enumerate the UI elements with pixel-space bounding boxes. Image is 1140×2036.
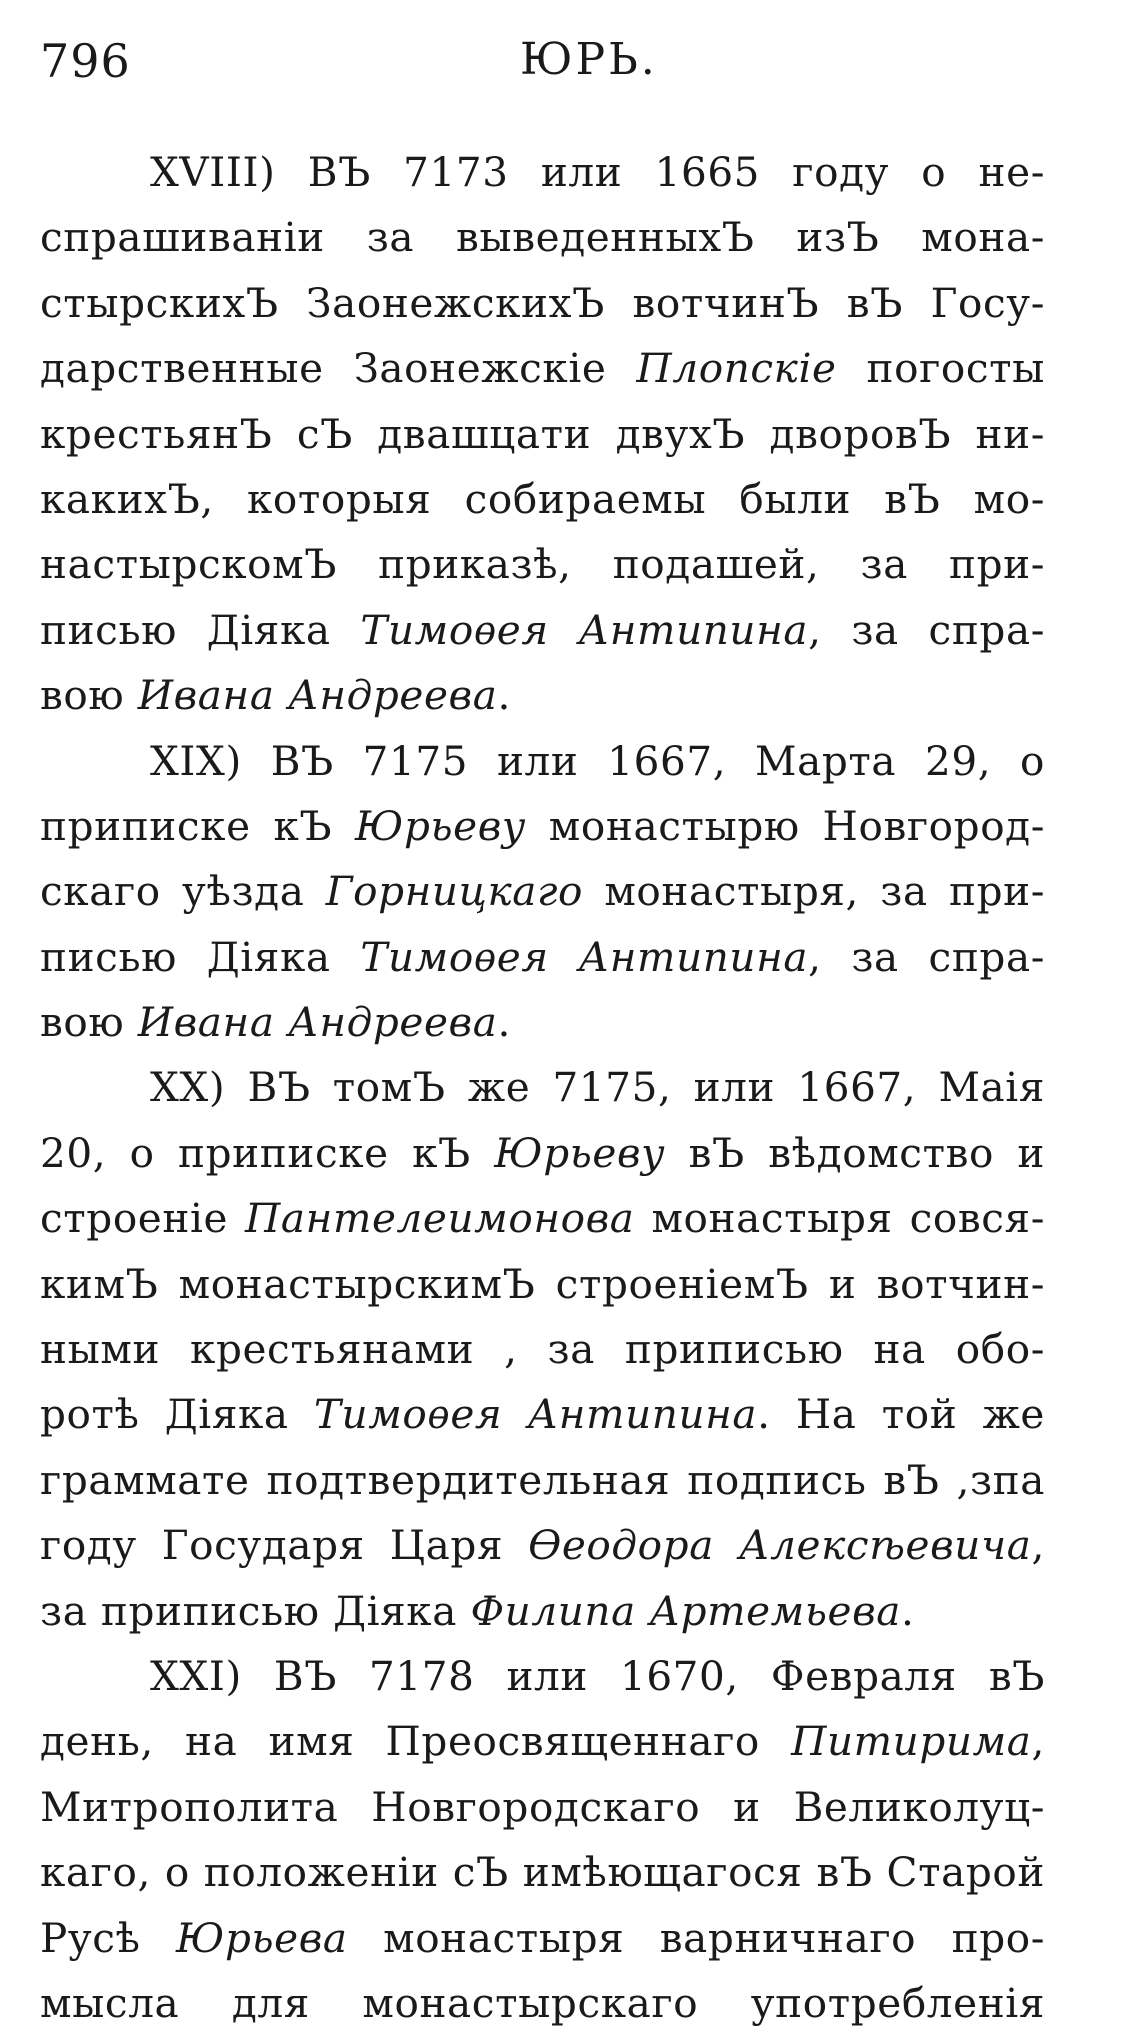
text-line <box>40 1055 1045 1120</box>
text-line <box>40 1840 1045 1905</box>
text-run: XIX) ВЪ 7175 или 1667, Марта 29, о <box>150 736 1045 785</box>
italic-name: Тимоѳея Антипина <box>313 1390 758 1439</box>
text-line <box>40 205 1045 270</box>
text-run: каго, о положеніи сЪ имѣющагося вЪ Старой <box>40 1848 1045 1897</box>
italic-name: Питирима <box>791 1717 1032 1766</box>
book-page <box>40 28 1050 2027</box>
text-run: стырскихЪ ЗаонежскихЪ вотчинЪ вЪ Госу- <box>40 278 1045 327</box>
text-run: погосты <box>836 344 1046 393</box>
italic-name: Пантелеимонова <box>245 1194 635 1243</box>
text-line <box>40 925 1045 990</box>
text-run: XX) ВЪ томЪ же 7175, или 1667, Маія <box>150 1063 1045 1112</box>
text-run: приписке кЪ <box>40 801 356 850</box>
text-run: кимЪ монастырскимЪ строеніемЪ и вотчин- <box>40 1259 1045 1308</box>
text-run: Митрополита Новгородскаго и Великолуц- <box>40 1782 1045 1831</box>
text-line <box>40 336 1045 401</box>
text-run: крестьянЪ сЪ двашцати двухЪ дворовЪ ни- <box>40 409 1045 458</box>
text-run: вою <box>40 671 138 720</box>
text-run: . <box>901 1586 915 1635</box>
text-run: , <box>1031 1717 1045 1766</box>
text-line <box>40 402 1045 467</box>
text-run: писью Діяка <box>40 932 361 981</box>
body-text <box>40 140 1045 2036</box>
text-run: ными крестьянами , за приписью на обо- <box>40 1325 1045 1374</box>
text-run: Русѣ <box>40 1913 177 1962</box>
text-run: . <box>497 998 511 1047</box>
text-line <box>40 1775 1045 1840</box>
running-head: ЮРЬ. <box>520 34 658 85</box>
text-line <box>40 663 1045 728</box>
text-run: какихЪ, которыя собираемы были вЪ мо- <box>40 474 1045 523</box>
italic-name: Горницкаго <box>325 867 584 916</box>
italic-name: Тимоѳея Антипина <box>360 932 809 981</box>
text-run: , за спра- <box>808 932 1045 981</box>
text-run: вЪ вѣдомство и <box>665 1128 1045 1177</box>
italic-name: Юрьеву <box>494 1128 666 1177</box>
page-header <box>40 28 1050 98</box>
text-run: дарственные Заонежскіе <box>40 344 637 393</box>
text-run: XXI) ВЪ 7178 или 1670, Февраля вЪ <box>150 1651 1045 1700</box>
text-line <box>40 1317 1045 1382</box>
text-run: , за спра- <box>808 605 1045 654</box>
text-run: ротѣ Діяка <box>40 1390 314 1439</box>
text-line <box>40 729 1045 794</box>
text-line <box>40 1513 1045 1578</box>
text-run: монастыря варничнаго про- <box>347 1913 1045 1962</box>
italic-name: Тимоѳея Антипина <box>360 605 809 654</box>
text-run: мысла для монастырскаго употребленія <box>40 1978 1045 2027</box>
text-run: 20, о приписке кЪ <box>40 1128 495 1177</box>
text-line <box>40 1906 1045 1971</box>
italic-name: Филипа Артемьева <box>470 1586 901 1635</box>
text-line <box>40 1579 1045 1644</box>
text-run: день, на имя Преосвященнаго <box>40 1717 792 1766</box>
text-line <box>40 532 1045 597</box>
text-line <box>40 1186 1045 1251</box>
text-run: . На той же <box>757 1390 1045 1439</box>
text-line <box>40 140 1045 205</box>
italic-name: Плопскіе <box>636 344 837 393</box>
text-line <box>40 1971 1045 2036</box>
text-run: настырскомЪ приказѣ, подашей, за при- <box>40 540 1045 589</box>
text-line <box>40 990 1045 1055</box>
text-run: монастырю Новгород- <box>525 801 1045 850</box>
text-run: XVIII) ВЪ 7173 или 1665 году о не- <box>150 148 1045 196</box>
italic-name: Ивана Андреева <box>137 998 498 1047</box>
text-run: году Государя Царя <box>40 1521 529 1570</box>
italic-name: Ѳеодора Алексѣевича <box>528 1521 1032 1570</box>
text-line <box>40 467 1045 532</box>
text-line <box>40 598 1045 663</box>
italic-name: Ивана Андреева <box>137 671 498 720</box>
text-line <box>40 1382 1045 1447</box>
text-line <box>40 1252 1045 1317</box>
text-run: вою <box>40 998 138 1047</box>
italic-name: Юрьеву <box>355 801 526 850</box>
text-line <box>40 1121 1045 1186</box>
text-run: граммате подтвердительная подпись вЪ ,зпа <box>40 1455 1045 1504</box>
text-run: . <box>497 671 511 720</box>
text-run: спрашиваніи за выведенныхЪ изЪ мона- <box>40 213 1045 262</box>
text-run: за приписью Діяка <box>40 1586 471 1635</box>
page-number: 796 <box>40 34 131 88</box>
text-line <box>40 1644 1045 1709</box>
text-run: скаго уѣзда <box>40 867 326 916</box>
text-run: писью Діяка <box>40 605 361 654</box>
text-line <box>40 1448 1045 1513</box>
text-line <box>40 859 1045 924</box>
text-run: монастыря совся- <box>634 1194 1045 1243</box>
italic-name: Юрьева <box>176 1913 348 1962</box>
text-run: монастыря, за при- <box>583 867 1045 916</box>
text-run: , <box>1031 1521 1045 1570</box>
text-run: строеніе <box>40 1194 246 1243</box>
text-line <box>40 794 1045 859</box>
text-line <box>40 271 1045 336</box>
text-line <box>40 1709 1045 1774</box>
